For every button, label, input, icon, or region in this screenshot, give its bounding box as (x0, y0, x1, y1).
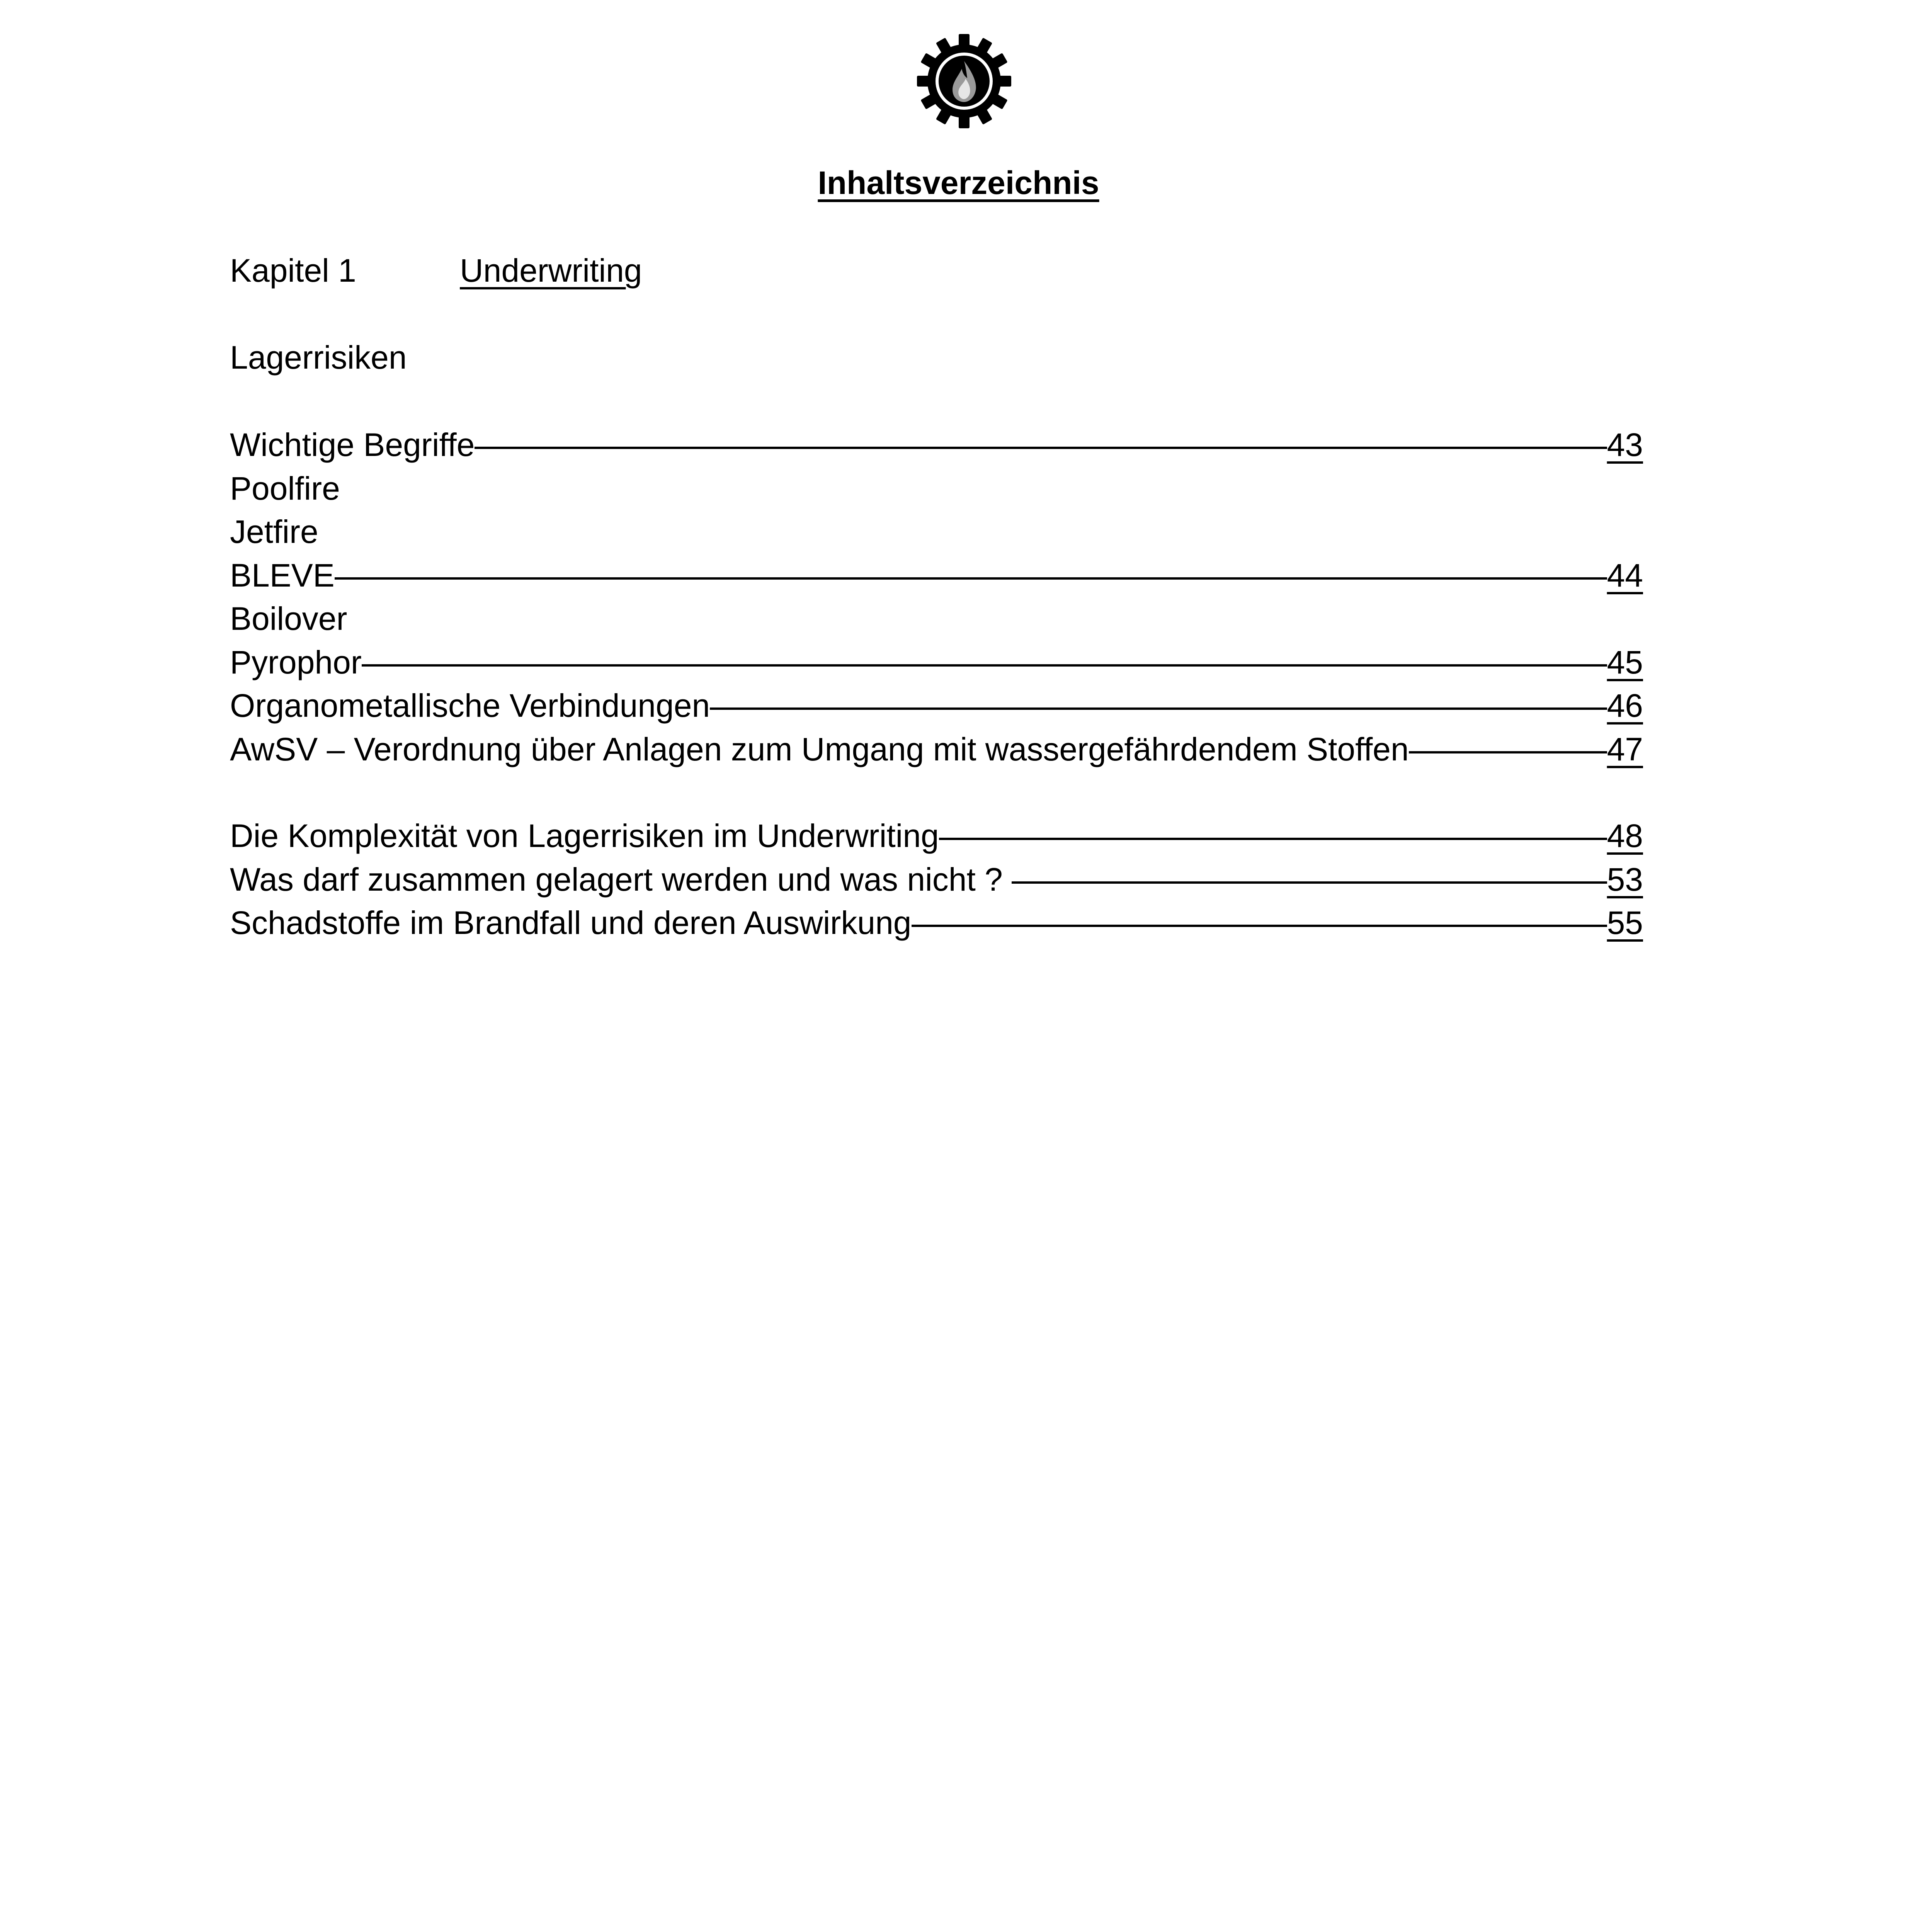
toc-entry-label: BLEVE (230, 557, 335, 594)
toc-leader-line (335, 577, 1607, 580)
toc-entry-page: 53 (1607, 861, 1643, 898)
toc-entry-page: 43 (1607, 427, 1643, 463)
toc-entry-label: Was darf zusammen gelagert werden und was nicht ? (230, 861, 1012, 898)
chapter-name: Underwriting (460, 252, 642, 289)
section-heading: Lagerrisiken (230, 339, 407, 376)
toc-entry (230, 858, 1643, 901)
toc-entry (230, 728, 1643, 771)
toc-entry-page: 44 (1607, 557, 1643, 594)
toc-group-2 (230, 814, 1643, 945)
chapter-heading (230, 249, 642, 292)
toc-leader-line (475, 447, 1607, 449)
toc-entry-page: 46 (1607, 687, 1643, 724)
toc-entry-label: Schadstoffe im Brandfall und deren Auswirkung (230, 905, 912, 941)
toc-entry-page: 47 (1607, 731, 1643, 767)
gear-flame-logo-icon (916, 33, 1012, 129)
toc-entry-label: Wichtige Begriffe (230, 427, 475, 463)
toc-group-1 (230, 423, 1643, 771)
toc-entry (230, 467, 1643, 510)
toc-entry-label: Pyrophor (230, 644, 362, 680)
toc-entry (230, 423, 1643, 467)
toc-entry (230, 814, 1643, 858)
toc-entry (230, 684, 1643, 728)
toc-leader-line (1409, 751, 1607, 753)
chapter-number: Kapitel 1 (230, 252, 356, 289)
toc-leader-line (939, 838, 1607, 840)
toc-entry-page: 48 (1607, 818, 1643, 854)
toc-entry-label: AwSV – Verordnung über Anlagen zum Umgang mit wassergefährdendem Stoffen (230, 731, 1409, 767)
page-title: Inhaltsverzeichnis (818, 165, 1099, 201)
toc-entry (230, 554, 1643, 597)
toc-entry-label: Die Komplexität von Lagerrisiken im Underwriting (230, 818, 939, 854)
toc-entry-label: Poolfire (230, 470, 340, 507)
toc-entry-page: 45 (1607, 644, 1643, 680)
toc-entry-label: Boilover (230, 600, 347, 637)
toc-entry (230, 510, 1643, 554)
toc-leader-line (710, 707, 1607, 710)
toc-entry-label: Jetfire (230, 514, 318, 550)
toc-leader-line (912, 925, 1607, 927)
toc-leader-line (362, 664, 1607, 667)
toc-entry (230, 597, 1643, 641)
toc-entry (230, 641, 1643, 684)
toc-entry (230, 901, 1643, 945)
toc-entry-label: Organometallische Verbindungen (230, 687, 710, 724)
toc-entry-page: 55 (1607, 905, 1643, 941)
toc-leader-line (1012, 881, 1607, 884)
